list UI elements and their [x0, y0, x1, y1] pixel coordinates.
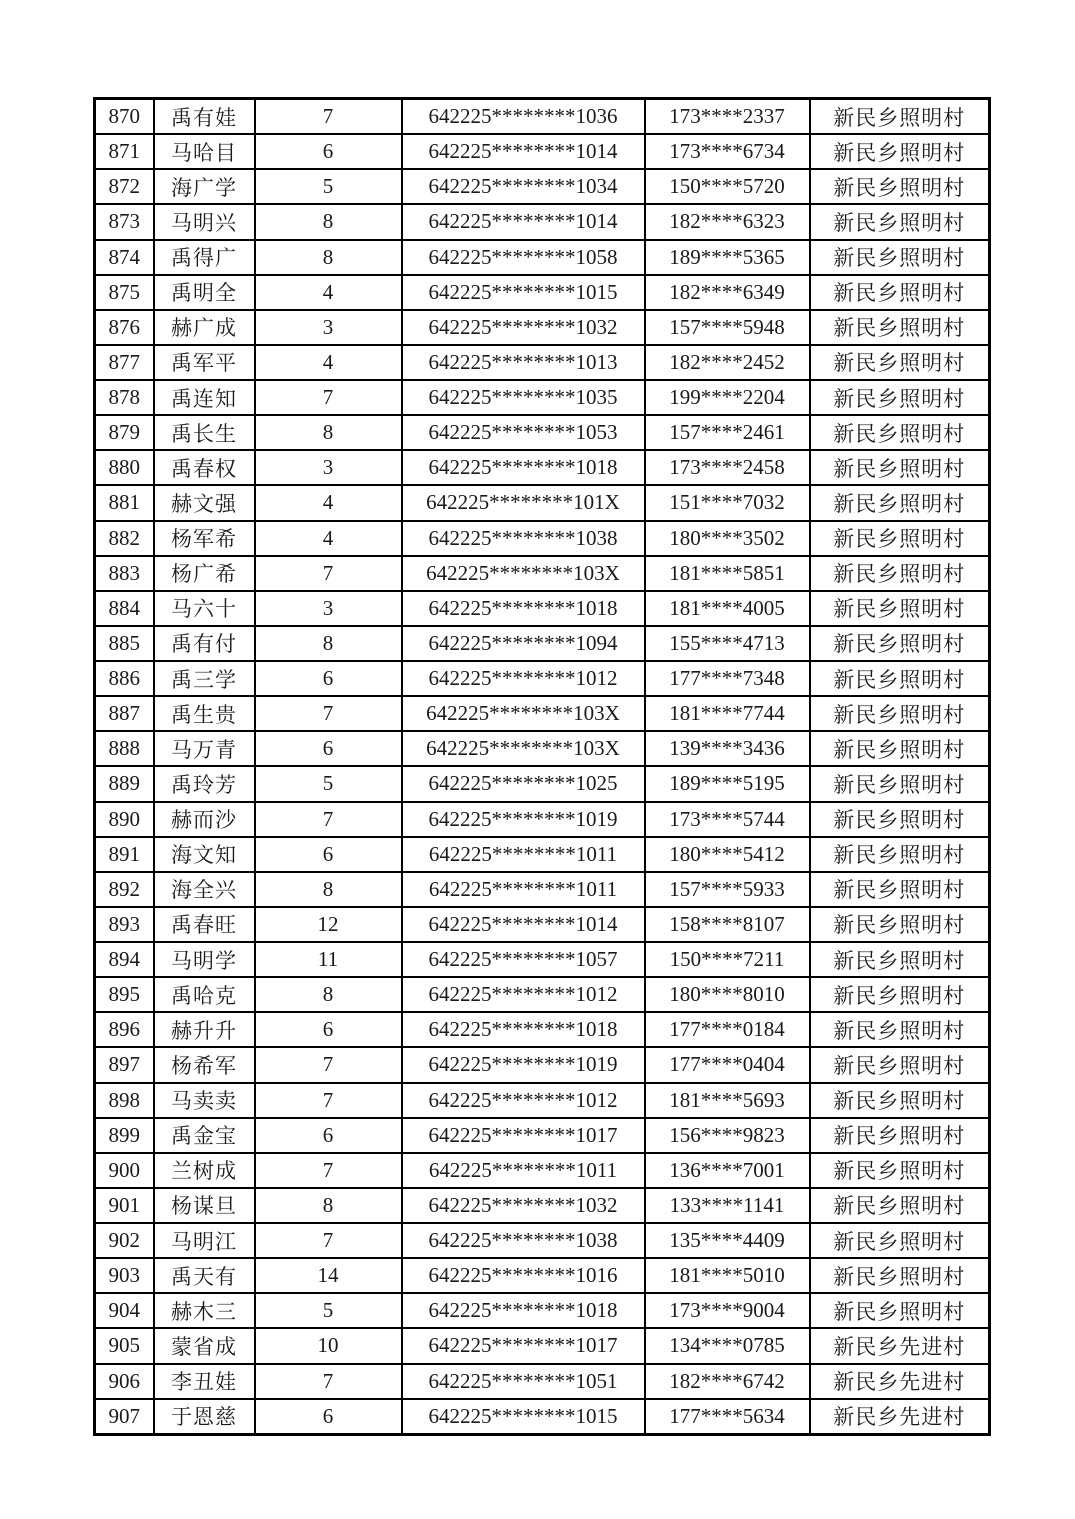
cell-index: 872: [95, 169, 154, 204]
table-row: [95, 1047, 990, 1082]
cell-household_size: 8: [255, 240, 402, 275]
cell-village: 新民乡照明村: [810, 1153, 990, 1188]
table-row: [95, 204, 990, 239]
cell-index: 901: [95, 1188, 154, 1223]
cell-village: 新民乡照明村: [810, 696, 990, 731]
table-row: [95, 240, 990, 275]
cell-index: 899: [95, 1118, 154, 1153]
cell-index: 886: [95, 661, 154, 696]
cell-index: 891: [95, 837, 154, 872]
cell-household_size: 12: [255, 907, 402, 942]
cell-household_size: 7: [255, 1047, 402, 1082]
cell-id_number: 642225********1011: [402, 872, 645, 907]
cell-village: 新民乡照明村: [810, 99, 990, 135]
table-row: [95, 99, 990, 135]
cell-index: 881: [95, 485, 154, 520]
cell-village: 新民乡照明村: [810, 591, 990, 626]
table-row: [95, 1153, 990, 1188]
cell-index: 898: [95, 1083, 154, 1118]
cell-phone: 157****5933: [645, 872, 810, 907]
cell-index: 874: [95, 240, 154, 275]
cell-index: 907: [95, 1399, 154, 1435]
cell-household_size: 3: [255, 450, 402, 485]
cell-household_size: 10: [255, 1328, 402, 1363]
cell-village: 新民乡照明村: [810, 134, 990, 169]
cell-village: 新民乡照明村: [810, 415, 990, 450]
cell-id_number: 642225********1025: [402, 766, 645, 801]
cell-name: 海全兴: [154, 872, 255, 907]
cell-index: 883: [95, 556, 154, 591]
cell-name: 禹连知: [154, 380, 255, 415]
cell-phone: 180****8010: [645, 977, 810, 1012]
cell-index: 870: [95, 99, 154, 135]
cell-index: 882: [95, 521, 154, 556]
cell-index: 876: [95, 310, 154, 345]
cell-phone: 182****2452: [645, 345, 810, 380]
cell-name: 赫而沙: [154, 802, 255, 837]
cell-name: 马哈目: [154, 134, 255, 169]
cell-village: 新民乡先进村: [810, 1364, 990, 1399]
cell-index: 875: [95, 275, 154, 310]
cell-household_size: 6: [255, 1118, 402, 1153]
cell-id_number: 642225********1018: [402, 450, 645, 485]
cell-id_number: 642225********1018: [402, 1293, 645, 1328]
cell-name: 禹军平: [154, 345, 255, 380]
cell-village: 新民乡照明村: [810, 204, 990, 239]
cell-village: 新民乡照明村: [810, 275, 990, 310]
cell-phone: 180****3502: [645, 521, 810, 556]
table-row: [95, 345, 990, 380]
cell-village: 新民乡照明村: [810, 872, 990, 907]
cell-name: 禹得广: [154, 240, 255, 275]
cell-name: 马明江: [154, 1223, 255, 1258]
cell-index: 884: [95, 591, 154, 626]
cell-name: 杨希军: [154, 1047, 255, 1082]
cell-index: 906: [95, 1364, 154, 1399]
cell-household_size: 14: [255, 1258, 402, 1293]
cell-index: 885: [95, 626, 154, 661]
cell-id_number: 642225********1011: [402, 1153, 645, 1188]
cell-name: 马六十: [154, 591, 255, 626]
cell-id_number: 642225********1014: [402, 204, 645, 239]
cell-household_size: 7: [255, 696, 402, 731]
cell-village: 新民乡照明村: [810, 345, 990, 380]
cell-name: 蒙省成: [154, 1328, 255, 1363]
cell-phone: 180****5412: [645, 837, 810, 872]
table-row: [95, 696, 990, 731]
cell-household_size: 7: [255, 380, 402, 415]
cell-name: 禹有娃: [154, 99, 255, 135]
table-row: [95, 1083, 990, 1118]
cell-household_size: 4: [255, 485, 402, 520]
cell-id_number: 642225********1014: [402, 907, 645, 942]
cell-id_number: 642225********1016: [402, 1258, 645, 1293]
cell-village: 新民乡照明村: [810, 380, 990, 415]
cell-phone: 157****2461: [645, 415, 810, 450]
roster-table: [93, 97, 991, 1436]
cell-phone: 181****5010: [645, 1258, 810, 1293]
cell-phone: 181****7744: [645, 696, 810, 731]
cell-household_size: 5: [255, 766, 402, 801]
cell-village: 新民乡照明村: [810, 1223, 990, 1258]
table-row: [95, 1012, 990, 1047]
cell-id_number: 642225********1019: [402, 802, 645, 837]
table-row: [95, 275, 990, 310]
table-row: [95, 1399, 990, 1435]
cell-phone: 182****6323: [645, 204, 810, 239]
table-row: [95, 942, 990, 977]
table-row: [95, 1188, 990, 1223]
cell-village: 新民乡照明村: [810, 521, 990, 556]
cell-name: 马明兴: [154, 204, 255, 239]
cell-index: 877: [95, 345, 154, 380]
cell-village: 新民乡照明村: [810, 556, 990, 591]
table-row: [95, 731, 990, 766]
cell-index: 895: [95, 977, 154, 1012]
cell-id_number: 642225********1053: [402, 415, 645, 450]
cell-id_number: 642225********1058: [402, 240, 645, 275]
cell-id_number: 642225********1014: [402, 134, 645, 169]
cell-id_number: 642225********1032: [402, 310, 645, 345]
cell-index: 879: [95, 415, 154, 450]
cell-index: 878: [95, 380, 154, 415]
table-row: [95, 1364, 990, 1399]
cell-name: 禹金宝: [154, 1118, 255, 1153]
table-row: [95, 415, 990, 450]
cell-id_number: 642225********1019: [402, 1047, 645, 1082]
cell-index: 897: [95, 1047, 154, 1082]
cell-household_size: 7: [255, 1223, 402, 1258]
cell-phone: 151****7032: [645, 485, 810, 520]
cell-household_size: 8: [255, 204, 402, 239]
cell-name: 杨军希: [154, 521, 255, 556]
cell-village: 新民乡照明村: [810, 626, 990, 661]
cell-phone: 189****5365: [645, 240, 810, 275]
cell-id_number: 642225********1013: [402, 345, 645, 380]
cell-id_number: 642225********101X: [402, 485, 645, 520]
cell-household_size: 6: [255, 1399, 402, 1435]
cell-index: 892: [95, 872, 154, 907]
cell-household_size: 6: [255, 731, 402, 766]
cell-index: 889: [95, 766, 154, 801]
table-row: [95, 626, 990, 661]
cell-id_number: 642225********1015: [402, 275, 645, 310]
cell-village: 新民乡照明村: [810, 1258, 990, 1293]
cell-household_size: 7: [255, 802, 402, 837]
cell-index: 887: [95, 696, 154, 731]
cell-id_number: 642225********1017: [402, 1118, 645, 1153]
cell-name: 禹天有: [154, 1258, 255, 1293]
table-row: [95, 556, 990, 591]
cell-name: 禹三学: [154, 661, 255, 696]
cell-id_number: 642225********103X: [402, 556, 645, 591]
cell-village: 新民乡照明村: [810, 907, 990, 942]
cell-name: 赫文强: [154, 485, 255, 520]
cell-id_number: 642225********1032: [402, 1188, 645, 1223]
table-row: [95, 1293, 990, 1328]
cell-village: 新民乡照明村: [810, 310, 990, 345]
cell-phone: 181****5851: [645, 556, 810, 591]
cell-phone: 139****3436: [645, 731, 810, 766]
cell-household_size: 4: [255, 345, 402, 380]
cell-name: 禹生贵: [154, 696, 255, 731]
table-row: [95, 1118, 990, 1153]
cell-household_size: 6: [255, 661, 402, 696]
cell-id_number: 642225********1038: [402, 521, 645, 556]
table-row: [95, 802, 990, 837]
table-row: [95, 310, 990, 345]
cell-index: 900: [95, 1153, 154, 1188]
cell-phone: 173****9004: [645, 1293, 810, 1328]
cell-village: 新民乡照明村: [810, 1083, 990, 1118]
cell-name: 赫木三: [154, 1293, 255, 1328]
table-row: [95, 872, 990, 907]
cell-name: 禹明全: [154, 275, 255, 310]
cell-id_number: 642225********103X: [402, 696, 645, 731]
cell-id_number: 642225********1018: [402, 1012, 645, 1047]
cell-id_number: 642225********1094: [402, 626, 645, 661]
cell-phone: 158****8107: [645, 907, 810, 942]
cell-phone: 156****9823: [645, 1118, 810, 1153]
cell-name: 禹长生: [154, 415, 255, 450]
cell-village: 新民乡照明村: [810, 1118, 990, 1153]
table-row: [95, 450, 990, 485]
cell-village: 新民乡照明村: [810, 1188, 990, 1223]
cell-phone: 181****5693: [645, 1083, 810, 1118]
cell-phone: 177****5634: [645, 1399, 810, 1435]
cell-phone: 173****2337: [645, 99, 810, 135]
table-row: [95, 1258, 990, 1293]
cell-name: 禹春权: [154, 450, 255, 485]
cell-phone: 134****0785: [645, 1328, 810, 1363]
cell-village: 新民乡照明村: [810, 731, 990, 766]
cell-id_number: 642225********1051: [402, 1364, 645, 1399]
cell-name: 马卖卖: [154, 1083, 255, 1118]
cell-name: 赫升升: [154, 1012, 255, 1047]
cell-index: 896: [95, 1012, 154, 1047]
cell-village: 新民乡照明村: [810, 1012, 990, 1047]
cell-village: 新民乡照明村: [810, 450, 990, 485]
cell-household_size: 5: [255, 1293, 402, 1328]
table-row: [95, 1223, 990, 1258]
cell-phone: 199****2204: [645, 380, 810, 415]
cell-phone: 177****7348: [645, 661, 810, 696]
cell-household_size: 8: [255, 872, 402, 907]
cell-village: 新民乡先进村: [810, 1399, 990, 1435]
cell-household_size: 6: [255, 1012, 402, 1047]
cell-household_size: 5: [255, 169, 402, 204]
cell-id_number: 642225********1036: [402, 99, 645, 135]
cell-village: 新民乡照明村: [810, 240, 990, 275]
cell-index: 890: [95, 802, 154, 837]
cell-id_number: 642225********1012: [402, 1083, 645, 1118]
table-row: [95, 591, 990, 626]
cell-id_number: 642225********1012: [402, 661, 645, 696]
table-row: [95, 380, 990, 415]
cell-phone: 189****5195: [645, 766, 810, 801]
cell-phone: 173****5744: [645, 802, 810, 837]
cell-id_number: 642225********1035: [402, 380, 645, 415]
cell-village: 新民乡照明村: [810, 1293, 990, 1328]
roster-table-body: [95, 99, 990, 1435]
table-row: [95, 134, 990, 169]
cell-name: 禹春旺: [154, 907, 255, 942]
cell-name: 赫广成: [154, 310, 255, 345]
cell-name: 杨广希: [154, 556, 255, 591]
cell-household_size: 7: [255, 1083, 402, 1118]
cell-village: 新民乡照明村: [810, 977, 990, 1012]
cell-index: 902: [95, 1223, 154, 1258]
cell-household_size: 6: [255, 134, 402, 169]
cell-id_number: 642225********1011: [402, 837, 645, 872]
cell-household_size: 7: [255, 99, 402, 135]
cell-name: 马万青: [154, 731, 255, 766]
cell-household_size: 7: [255, 1364, 402, 1399]
cell-phone: 155****4713: [645, 626, 810, 661]
table-row: [95, 766, 990, 801]
cell-index: 871: [95, 134, 154, 169]
cell-household_size: 8: [255, 415, 402, 450]
cell-name: 杨谋旦: [154, 1188, 255, 1223]
cell-village: 新民乡先进村: [810, 1328, 990, 1363]
cell-index: 894: [95, 942, 154, 977]
cell-phone: 150****7211: [645, 942, 810, 977]
cell-household_size: 8: [255, 977, 402, 1012]
cell-phone: 177****0404: [645, 1047, 810, 1082]
cell-household_size: 8: [255, 626, 402, 661]
cell-name: 马明学: [154, 942, 255, 977]
cell-household_size: 11: [255, 942, 402, 977]
cell-name: 禹有付: [154, 626, 255, 661]
cell-village: 新民乡照明村: [810, 802, 990, 837]
cell-index: 893: [95, 907, 154, 942]
cell-household_size: 6: [255, 837, 402, 872]
cell-phone: 177****0184: [645, 1012, 810, 1047]
table-row: [95, 837, 990, 872]
cell-household_size: 7: [255, 1153, 402, 1188]
cell-phone: 173****2458: [645, 450, 810, 485]
table-row: [95, 977, 990, 1012]
table-row: [95, 907, 990, 942]
cell-id_number: 642225********1034: [402, 169, 645, 204]
table-row: [95, 521, 990, 556]
cell-id_number: 642225********1012: [402, 977, 645, 1012]
cell-name: 海文知: [154, 837, 255, 872]
table-row: [95, 1328, 990, 1363]
cell-id_number: 642225********1057: [402, 942, 645, 977]
cell-village: 新民乡照明村: [810, 837, 990, 872]
cell-name: 海广学: [154, 169, 255, 204]
table-row: [95, 169, 990, 204]
cell-name: 于恩慈: [154, 1399, 255, 1435]
cell-village: 新民乡照明村: [810, 169, 990, 204]
cell-name: 兰树成: [154, 1153, 255, 1188]
cell-phone: 135****4409: [645, 1223, 810, 1258]
cell-village: 新民乡照明村: [810, 1047, 990, 1082]
cell-village: 新民乡照明村: [810, 661, 990, 696]
cell-household_size: 3: [255, 591, 402, 626]
table-row: [95, 661, 990, 696]
cell-phone: 157****5948: [645, 310, 810, 345]
cell-village: 新民乡照明村: [810, 766, 990, 801]
cell-name: 李丑娃: [154, 1364, 255, 1399]
cell-household_size: 4: [255, 275, 402, 310]
cell-household_size: 8: [255, 1188, 402, 1223]
cell-name: 禹哈克: [154, 977, 255, 1012]
cell-index: 873: [95, 204, 154, 239]
cell-index: 905: [95, 1328, 154, 1363]
cell-household_size: 4: [255, 521, 402, 556]
cell-index: 888: [95, 731, 154, 766]
cell-index: 903: [95, 1258, 154, 1293]
cell-id_number: 642225********103X: [402, 731, 645, 766]
table-row: [95, 485, 990, 520]
cell-village: 新民乡照明村: [810, 485, 990, 520]
cell-phone: 173****6734: [645, 134, 810, 169]
cell-phone: 181****4005: [645, 591, 810, 626]
cell-phone: 182****6742: [645, 1364, 810, 1399]
cell-index: 880: [95, 450, 154, 485]
cell-village: 新民乡照明村: [810, 942, 990, 977]
cell-household_size: 3: [255, 310, 402, 345]
cell-household_size: 7: [255, 556, 402, 591]
cell-name: 禹玲芳: [154, 766, 255, 801]
cell-phone: 133****1141: [645, 1188, 810, 1223]
cell-id_number: 642225********1038: [402, 1223, 645, 1258]
cell-id_number: 642225********1015: [402, 1399, 645, 1435]
cell-id_number: 642225********1017: [402, 1328, 645, 1363]
cell-phone: 136****7001: [645, 1153, 810, 1188]
cell-id_number: 642225********1018: [402, 591, 645, 626]
cell-phone: 182****6349: [645, 275, 810, 310]
cell-index: 904: [95, 1293, 154, 1328]
cell-phone: 150****5720: [645, 169, 810, 204]
